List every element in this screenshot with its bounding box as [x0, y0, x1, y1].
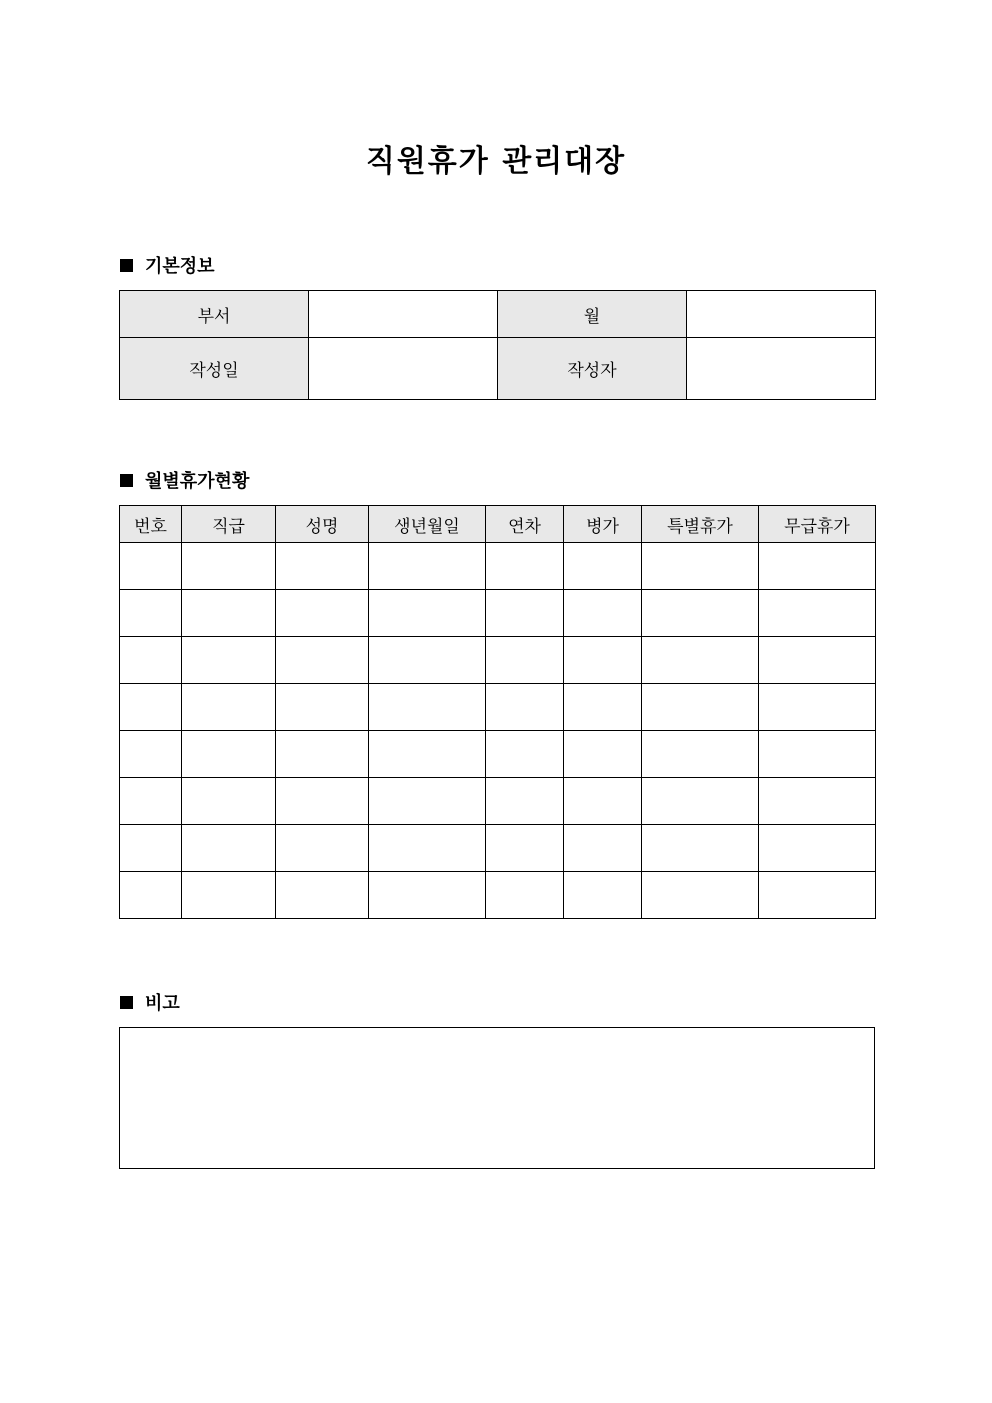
table-cell[interactable] [642, 590, 759, 637]
table-cell[interactable] [759, 825, 876, 872]
table-cell[interactable] [486, 684, 564, 731]
table-cell[interactable] [276, 731, 369, 778]
table-cell[interactable] [120, 543, 182, 590]
table-cell[interactable] [120, 778, 182, 825]
column-header: 번호 [120, 506, 182, 543]
square-bullet-icon [120, 996, 133, 1009]
table-cell[interactable] [486, 825, 564, 872]
monthly-leave-table [119, 505, 876, 919]
remarks-heading-label: 비고 [145, 993, 180, 1014]
table-cell[interactable] [276, 637, 369, 684]
column-header: 무급휴가 [759, 506, 876, 543]
table-row [120, 872, 876, 919]
table-cell[interactable] [642, 684, 759, 731]
column-header: 특별휴가 [642, 506, 759, 543]
table-cell[interactable] [369, 731, 486, 778]
table-row [120, 778, 876, 825]
table-cell[interactable] [120, 825, 182, 872]
table-cell[interactable] [642, 872, 759, 919]
table-cell[interactable] [182, 543, 276, 590]
date-written-field[interactable] [309, 338, 498, 400]
remarks-field[interactable] [119, 1027, 875, 1169]
page-title: 직원휴가 관리대장 [365, 144, 627, 179]
table-cell[interactable] [369, 825, 486, 872]
basic-info-heading [120, 253, 215, 277]
month-label: 월 [498, 291, 687, 338]
table-row [120, 731, 876, 778]
table-cell[interactable] [276, 778, 369, 825]
table-cell[interactable] [486, 778, 564, 825]
table-row [120, 590, 876, 637]
square-bullet-icon [120, 474, 133, 487]
date-written-label: 작성일 [120, 338, 309, 400]
table-cell[interactable] [276, 825, 369, 872]
table-cell[interactable] [182, 825, 276, 872]
table-cell[interactable] [642, 543, 759, 590]
month-field[interactable] [687, 291, 876, 338]
basic-info-table [119, 290, 876, 400]
table-cell[interactable] [369, 590, 486, 637]
table-cell[interactable] [486, 637, 564, 684]
table-cell[interactable] [564, 731, 642, 778]
column-header: 생년월일 [369, 506, 486, 543]
remarks-heading [120, 990, 180, 1014]
author-field[interactable] [687, 338, 876, 400]
square-bullet-icon [120, 259, 133, 272]
table-cell[interactable] [182, 590, 276, 637]
table-cell[interactable] [276, 684, 369, 731]
table-cell[interactable] [369, 543, 486, 590]
table-cell[interactable] [182, 731, 276, 778]
table-cell[interactable] [276, 872, 369, 919]
table-cell[interactable] [486, 543, 564, 590]
table-cell[interactable] [120, 684, 182, 731]
column-header: 직급 [182, 506, 276, 543]
table-cell[interactable] [759, 590, 876, 637]
table-cell[interactable] [642, 825, 759, 872]
table-cell[interactable] [642, 731, 759, 778]
table-cell[interactable] [759, 778, 876, 825]
table-row [120, 637, 876, 684]
table-cell[interactable] [369, 778, 486, 825]
table-cell[interactable] [120, 731, 182, 778]
table-cell[interactable] [182, 684, 276, 731]
table-cell[interactable] [369, 637, 486, 684]
table-cell[interactable] [759, 731, 876, 778]
table-cell[interactable] [369, 684, 486, 731]
table-cell[interactable] [276, 590, 369, 637]
table-cell[interactable] [276, 543, 369, 590]
table-cell[interactable] [642, 778, 759, 825]
column-header: 연차 [486, 506, 564, 543]
table-cell[interactable] [564, 590, 642, 637]
table-cell[interactable] [486, 872, 564, 919]
table-cell[interactable] [564, 684, 642, 731]
column-header: 성명 [276, 506, 369, 543]
column-header: 병가 [564, 506, 642, 543]
table-cell[interactable] [120, 637, 182, 684]
table-cell[interactable] [564, 872, 642, 919]
basic-info-heading-label: 기본정보 [145, 256, 215, 277]
table-row [120, 825, 876, 872]
table-header-row [120, 506, 876, 543]
table-cell[interactable] [182, 778, 276, 825]
table-row [120, 684, 876, 731]
table-cell[interactable] [564, 543, 642, 590]
table-cell[interactable] [369, 872, 486, 919]
table-cell[interactable] [642, 637, 759, 684]
table-cell[interactable] [486, 590, 564, 637]
table-cell[interactable] [182, 872, 276, 919]
table-cell[interactable] [564, 825, 642, 872]
table-cell[interactable] [182, 637, 276, 684]
table-cell[interactable] [759, 872, 876, 919]
table-cell[interactable] [120, 872, 182, 919]
department-field[interactable] [309, 291, 498, 338]
monthly-leave-heading-label: 월별휴가현황 [145, 471, 250, 492]
table-cell[interactable] [759, 637, 876, 684]
table-cell[interactable] [759, 543, 876, 590]
table-cell[interactable] [564, 778, 642, 825]
author-label: 작성자 [498, 338, 687, 400]
table-row [120, 543, 876, 590]
table-cell[interactable] [120, 590, 182, 637]
monthly-leave-heading [120, 468, 249, 492]
table-cell[interactable] [486, 731, 564, 778]
table-cell[interactable] [564, 637, 642, 684]
department-label: 부서 [120, 291, 309, 338]
table-cell[interactable] [759, 684, 876, 731]
